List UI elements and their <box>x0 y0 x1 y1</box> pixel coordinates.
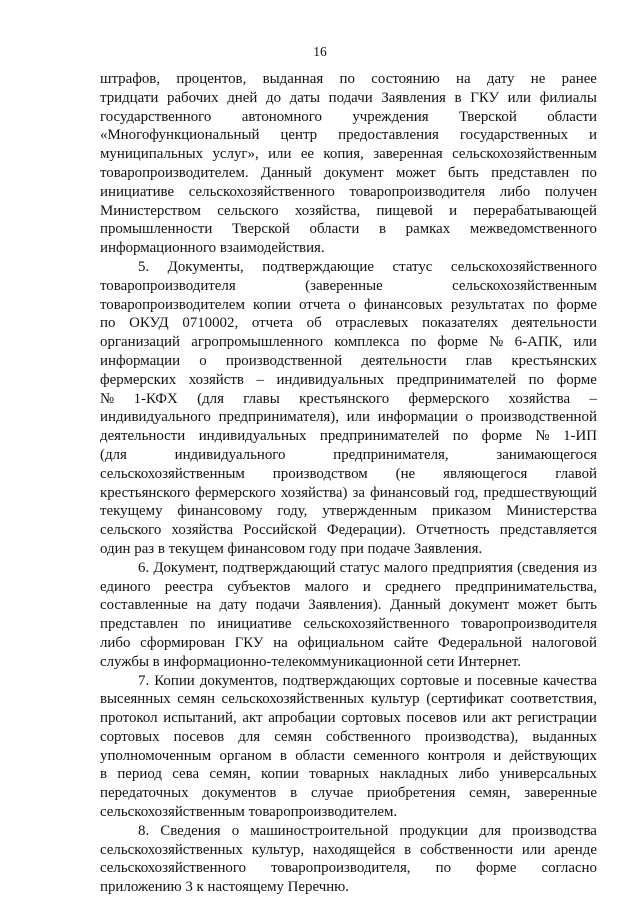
text-line: (для индивидуального предпринимателя, занимающегося <box>100 446 597 463</box>
text-line: организаций агропромышленного комплекса по форме № 6-АПК, или <box>100 334 597 351</box>
text-line: сельскохозяйственным производством (не являющегося главой <box>100 465 597 482</box>
text-line: сельскохозяйственным товаропроизводителем. <box>100 804 398 821</box>
text-line: деятельности индивидуальных предпринимателей по форме № 1-ИП <box>100 428 597 445</box>
text-line: сельскохозяйственных культур, находящейся в собственности или аренде <box>100 841 597 858</box>
text-line: Министерством сельского хозяйства, пищевой и перерабатывающей <box>100 202 597 219</box>
text-line: текущему финансовому году, утвержденным приказом Министерства <box>100 503 597 520</box>
text-line: передаточных документов в случае приобретения семян, заверенные <box>100 785 597 802</box>
document-body <box>100 70 597 897</box>
text-line: инициативе сельскохозяйственного товаропроизводителя либо получен <box>100 183 597 200</box>
text-line: крестьянского фермерского хозяйства) за финансовый год, предшествующий <box>100 484 597 501</box>
text-line: государственного автономного учреждения Тверской области <box>100 108 597 125</box>
paragraph-first-line: 6. Документ, подтверждающий статус малого предприятия (сведения из <box>138 559 597 576</box>
text-line: «Многофункциональный центр предоставления государственных и <box>100 127 597 144</box>
text-line: службы в информационно-телекоммуникационной сети Интернет. <box>100 653 522 670</box>
text-line: протокол испытаний, акт апробации сортовых посевов или акт регистрации <box>100 710 597 727</box>
text-line: фермерских хозяйств – индивидуальных предпринимателей по форме <box>100 371 597 388</box>
text-line: тридцати рабочих дней до даты подачи Заявления в ГКУ или филиалы <box>100 89 597 106</box>
text-line: уполномоченным органом в области семенного контроля и действующих <box>100 747 597 764</box>
text-line: либо сформирован ГКУ на официальном сайте Федеральной налоговой <box>100 634 597 651</box>
text-line: сельского хозяйства Российской Федерации). Отчетность представляется <box>100 522 597 539</box>
text-line: информационного взаимодействия. <box>100 240 325 257</box>
text-line: промышленности Тверской области в рамках межведомственного <box>100 221 597 238</box>
text-line: товаропроизводителем копии отчета о финансовых результатах по форме <box>100 296 597 313</box>
paragraph-first-line: 5. Документы, подтверждающие статус сельскохозяйственного <box>138 258 597 275</box>
text-line: один раз в текущем финансовом году при подаче Заявления. <box>100 540 483 557</box>
paragraph-first-line: 8. Сведения о машиностроительной продукции для производства <box>138 822 597 839</box>
text-line: товаропроизводителем. Данный документ может быть представлен по <box>100 164 597 181</box>
page-number: 16 <box>313 44 327 59</box>
text-line: сельскохозяйственного товаропроизводителя, по форме согласно <box>100 860 597 877</box>
text-line: единого реестра субъектов малого и среднего предпринимательства, <box>100 578 597 595</box>
text-line: штрафов, процентов, выданная по состоянию на дату не ранее <box>100 71 597 87</box>
text-line: товаропроизводителя (заверенные сельскохозяйственным <box>100 277 597 294</box>
text-line: информации о производственной деятельности глав крестьянских <box>100 352 597 369</box>
text-line: индивидуального предпринимателя), или информации о производственной <box>100 409 597 426</box>
paragraph-first-line: 7. Копии документов, подтверждающих сортовые и посевные качества <box>138 672 597 689</box>
text-line: приложению 3 к настоящему Перечню. <box>100 879 350 896</box>
text-line: сортовых посевов для семян собственного производства), выданных <box>100 728 597 745</box>
text-line: составленные на дату подачи Заявления). Данный документ может быть <box>100 597 597 614</box>
text-line: высеянных семян сельскохозяйственных культур (сертификат соответствия, <box>100 691 597 708</box>
text-line: в период сева семян, копии товарных накладных либо универсальных <box>100 766 597 783</box>
text-line: муниципальных услуг», или ее копия, заверенная сельскохозяйственным <box>100 146 597 163</box>
text-line: по ОКУД 0710002, отчета об отраслевых показателях деятельности <box>100 315 597 332</box>
text-line: представлен по инициативе сельскохозяйственного товаропроизводителя <box>100 616 597 633</box>
text-line: № 1-КФХ (для главы крестьянского фермерского хозяйства – <box>100 390 597 407</box>
